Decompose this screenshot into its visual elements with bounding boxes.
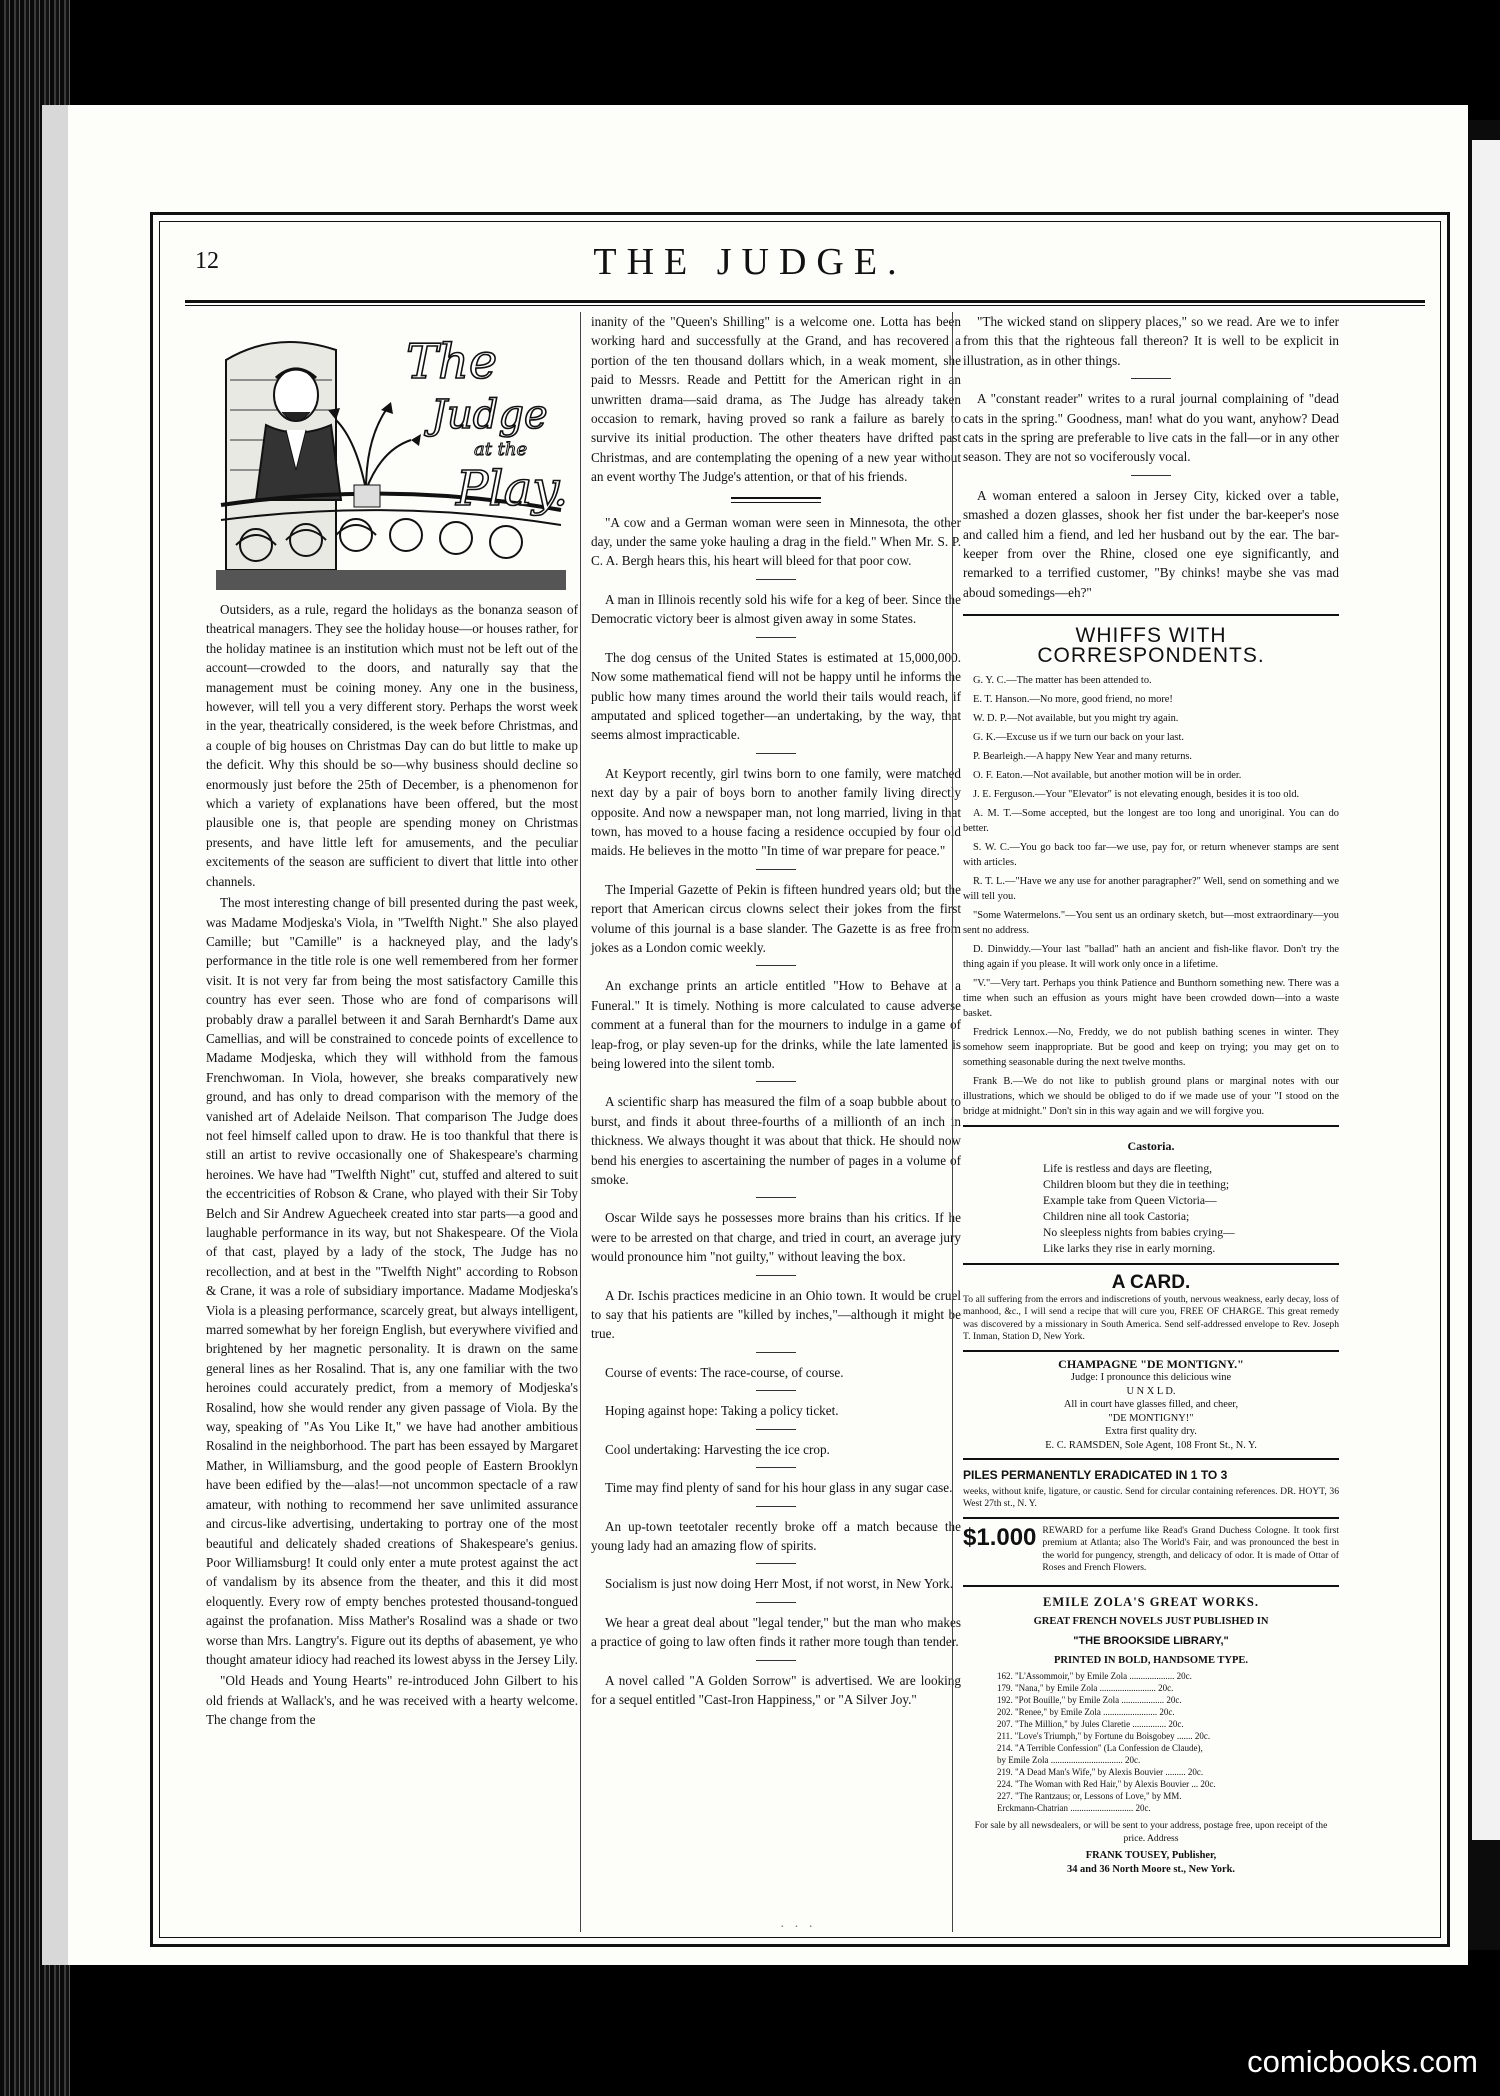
col2-para: An exchange prints an article entitled "How to Behave at a Funeral." It is timely. Nothing is more calculated to cause adverse comment at a funeral than for the mourners to indulge in a game of leap-frog, or play seven-up for the drinks, while the late lamented is being lowered into the silent tomb. xyxy=(591,978,961,1071)
zola-book-list xyxy=(963,1670,1339,1814)
site-watermark: comicbooks.com xyxy=(1247,2044,1478,2079)
zola-ad-title: EMILE ZOLA'S GREAT WORKS. xyxy=(1042,1594,1260,1609)
zola-book-item: 192. "Pot Bouille," by Emile Zola ................... 20c. xyxy=(997,1695,1182,1706)
col2-para: A scientific sharp has measured the film of a soap bubble about to burst, and finds it about three-fourths of a millionth of an inch in thickness. We always thought it was about that thick. He should now bend his energies to ascertaining the number of pages in a volume of smoke. xyxy=(591,1094,961,1188)
col2-para: Cool undertaking: Harvesting the ice crop. xyxy=(605,1441,830,1457)
whiff-item: O. F. Eaton.—Not available, but another motion will be in order. xyxy=(973,770,1242,782)
castoria-poem xyxy=(963,1161,1339,1257)
col1-para: The most interesting change of bill presented during the past week, was Madame Modjeska's Viola, in "Twelfth Night." She also played Camille; but "Camille" is a hackneyed play, and the lady's performance in the title role is one well remembered from her former visit. It is not very far from being the most satisfactory Camille this country has ever seen. Those who are fond of comparisons will probably draw a parallel between it and Sarah Bernhardt's Dame aux Camellias, and will be constrained to concede points of excellence to Madame Modjeska, which they will withhold from the famous Frenchwoman. In Viola, however, she breaks comparatively new ground, and has only to dread comparison with the memory of the vanished art of Adelaide Neilson. That comparison The Judge does not feel himself called upon to draw. He is too thankful that there is still an artist to revive occasionally one of Shakespeare's charming heroines. We have had "Twelfth Night" cut, stuffed and altered to suit the eccentricities of Robson & Crane, who played with their Sir Toby Belch and Sir Andrew Aguecheek created into star parts—a good and laughable performance in its way, but not Shakespeare. Of the Viola of that cast, played by a lady of the stock, The Judge has no recollection, and at best in the "Twelfth Night" according to Robson & Crane, it was a role of subsidiary importance. Madame Modjeska's Viola is a pleasing performance, scarcely great, but always intelligent, marred somewhat by her foreign English, but everywhere vivified and brightened by her magnetic personality. It is drawn on the same general lines as her Rosalind. That is, any one familiar with the two heroines could accurately predict, from a memory of Modjeska's Rosalind, how she would render any given passage of Viola. By the way, speaking of "As You Like It," we have had another ambitious Rosalind in the neighborhood. The part has been essayed by Margaret Mather, in Williamsburg, and the good people of Eastern Brooklyn have been edified by the—alas!—not uncommon spectacle of a raw amateur, with nothing to recommend her save unlimited assurance and circus-like advertising, undertaking to portray one of the most beautiful and delicately shaded creations of Shakespeare's genius. Poor Williamsburg! It could only enter a mute protest against the act of vandalism by its absence from the theater, and this it did most eloquently. Every row of empty benches protested thousand-tongued against the profanation. Miss Mather's Rosalind was a shade or two worse than Mrs. Langtry's. Figure out its depths of abasement, ye who thought amateur idiocy had reached its lowest abyss in the Jersey Lily. xyxy=(206,895,578,1667)
zola-book-item: 211. "Love's Triumph," by Fortune du Boisgobey ....... 20c. xyxy=(997,1731,1211,1742)
champagne-line: U N X L D. xyxy=(1126,1385,1176,1397)
champagne-ad xyxy=(963,1358,1339,1453)
col2-para: inanity of the "Queen's Shilling" is a welcome one. Lotta has been working hard and successfully at the Grand, and has recovered a portion of the ten thousand dollars which, in a weak moment, she paid to Messrs. Reade and Pettitt for the American right in an unwritten drama—said drama, as The Judge has already taken occasion to remark, having proved so rank a failure as barely to survive its initial production. The other theaters have drifted past Christmas, and are contemplating the opening of a new year without an event worthy The Judge's attention, or that of his friends. xyxy=(591,314,961,485)
col2-para: Time may find plenty of sand for his hour glass in any sugar case. xyxy=(605,1480,953,1496)
whiff-item: "Some Watermelons."—You sent us an ordinary sketch, but—most extraordinary—you sent no address. xyxy=(963,910,1339,937)
zola-book-item: 224. "The Woman with Red Hair," by Alexis Bouvier ... 20c. xyxy=(997,1779,1216,1790)
zola-book-item: by Emile Zola ................................ 20c. xyxy=(997,1755,1141,1766)
column-2 xyxy=(580,312,961,1932)
zola-ad-address: 34 and 36 North Moore st., New York. xyxy=(1067,1863,1235,1875)
svg-text:The: The xyxy=(406,334,498,390)
whiff-item: "V."—Very tart. Perhaps you think Patience and Bunthorn something new. There was a time when such an effusion as yours might have been crowded down—into a waste basket. xyxy=(963,978,1339,1020)
whiff-item: Fredrick Lennox.—No, Freddy, we do not publish bathing scenes in winter. They somehow seem inappropriate. But be good and keep on trying; you may get on to something seasonable during the next twelve months. xyxy=(963,1027,1339,1069)
masthead-rule-thin xyxy=(185,305,1425,306)
masthead: THE JUDGE. xyxy=(593,241,907,283)
zola-ad xyxy=(963,1593,1339,1671)
whiff-item: S. W. C.—You go back too far—we use, pay for, or return whenever stamps are sent with articles. xyxy=(963,842,1339,869)
col1-para: Outsiders, as a rule, regard the holidays as the bonanza season of theatrical managers. They see the holiday house—or houses rather, for the holiday matinee is an institution which must not be left out of the account—crowded to the doors, and naturally say that the management must be coining money. Any one in the business, however, will tell you a very different story. Perhaps the worst week in the year, theatrically considered, is the week before Christmas, and a couple of big houses on Christmas Day can do but little to make up the deficit. Why this should be so—why business should decline so enormously just before the 25th of December, is a phenomenon for which a variety of explanations have been offered, but the most plausible one is, that people are spending money on Christmas presents, and have little left for amusements, and the peculiar excitements of the season are sufficient to divert that little into other channels. xyxy=(206,602,578,889)
col2-para: The dog census of the United States is estimated at 15,000,000. Now some mathematical fiend will not be happy until he informs the public how many times around the world their tails would reach, if amputated and spliced together—an undertaking, by the way, that seems almost impracticable. xyxy=(591,649,961,743)
masthead-rule xyxy=(185,300,1425,303)
castoria-title: Castoria. xyxy=(1127,1139,1175,1154)
col2-para: Socialism is just now doing Herr Most, if not worst, in New York. xyxy=(605,1576,954,1592)
zola-book-item: 227. "The Rantzaus; or, Lessons of Love," by MM. xyxy=(997,1791,1182,1802)
poem-line: Example take from Queen Victoria— xyxy=(1043,1193,1217,1207)
svg-text:at the: at the xyxy=(474,439,528,460)
col2-para: A man in Illinois recently sold his wife for a keg of beer. Since the Democratic victory beer is almost given away in some States. xyxy=(591,591,961,627)
zola-book-item: 214. "A Terrible Confession" (La Confession de Claude), xyxy=(997,1743,1203,1754)
zola-book-item: 202. "Renee," by Emile Zola ........................ 20c. xyxy=(997,1707,1175,1718)
col2-para: A Dr. Ischis practices medicine in an Ohio town. It would be cruel to say that his patients are "killed by inches,"—although it might be true. xyxy=(591,1287,961,1342)
zola-ad-type-note: PRINTED IN BOLD, HANDSOME TYPE. xyxy=(1053,1655,1249,1667)
poem-line: Like larks they rise in early morning. xyxy=(1043,1241,1216,1255)
col3-para: "The wicked stand on slippery places," so we read. Are we to infer from this that the righteous fall thereon? It is well to be explicit in illustration, as in other things. xyxy=(963,314,1339,368)
zola-book-item: 162. "L'Assommoir," by Emile Zola .................... 20c. xyxy=(997,1671,1192,1682)
whiff-item: G. Y. C.—The matter has been attended to. xyxy=(973,675,1152,687)
zola-book-item: 207. "The Million," by Jules Claretie ............... 20c. xyxy=(997,1719,1184,1730)
champagne-ad-title: CHAMPAGNE "DE MONTIGNY." xyxy=(1058,1356,1244,1371)
page-number: 12 xyxy=(195,248,219,274)
zola-ad-publisher: FRANK TOUSEY, Publisher, xyxy=(1085,1850,1217,1862)
judge-at-play-illustration xyxy=(216,320,566,590)
col3-para: A "constant reader" writes to a rural journal complaining of "dead cats in the spring." Goodness, man! what do you want, anyhow? Dead cats in the spring are preferable to live cats in the fall—or in any other season. They are not so vociferously vocal. xyxy=(963,391,1339,465)
reward-amount: $1.000 xyxy=(963,1523,1037,1551)
zola-book-item: 219. "A Dead Man's Wife," by Alexis Bouvier ......... 20c. xyxy=(997,1767,1204,1778)
whiff-item: W. D. P.—Not available, but you might try again. xyxy=(973,713,1179,725)
whiff-item: D. Dinwiddy.—Your last "ballad" hath an ancient and fish-like flavor. Don't try the thing again if you please. It will work only once in a lifetime. xyxy=(963,944,1339,971)
svg-text:Play.: Play. xyxy=(456,461,566,517)
col2-para: Course of events: The race-course, of course. xyxy=(605,1364,844,1380)
whiff-item: Frank B.—We do not like to publish ground plans or marginal notes with our illustrations, which we should be obliged to do if we made use of your "I stood on the bridge at midnight." Don't sin in this way again and we will forgive you. xyxy=(963,1076,1339,1118)
poem-line: Children nine all took Castoria; xyxy=(1043,1209,1190,1223)
next-page-sliver xyxy=(1472,140,1500,1840)
zola-ad-subtitle: GREAT FRENCH NOVELS JUST PUBLISHED IN xyxy=(1033,1616,1269,1628)
card-ad-title: A CARD. xyxy=(1111,1271,1191,1293)
column-1 xyxy=(206,312,578,1732)
col2-para: An up-town teetotaler recently broke off a match because the young lady had an amazing flow of spirits. xyxy=(591,1518,961,1553)
whiff-item: G. K.—Excuse us if we turn our back on your last. xyxy=(973,732,1184,744)
whiffs-heading: WHIFFS WITH CORRESPONDENTS. xyxy=(1037,624,1265,667)
poem-line: No sleepless nights from babies crying— xyxy=(1043,1225,1235,1239)
col2-para: "A cow and a German woman were seen in Minnesota, the other day, under the same yoke hauling a drag in the field." When Mr. S. P. C. A. Bergh hears this, his heart will bleed for that poor cow. xyxy=(591,514,961,569)
champagne-line: All in court have glasses filled, and cheer, xyxy=(1063,1399,1239,1411)
zola-book-item: 179. "Nana," by Emile Zola ......................... 20c. xyxy=(997,1683,1174,1694)
col1-para: "Old Heads and Young Hearts" re-introduced John Gilbert to his old friends at Wallack's, and he was received with a hearty welcome. The change from the xyxy=(206,1673,578,1728)
champagne-line: "DE MONTIGNY!" xyxy=(1108,1412,1194,1424)
col2-para: Hoping against hope: Taking a policy ticket. xyxy=(605,1403,839,1419)
svg-text:Judge: Judge xyxy=(431,392,548,438)
zola-ad-footer: For sale by all newsdealers, or will be sent to your address, postage free, upon receipt of the price. Address xyxy=(974,1820,1328,1844)
piles-ad-text: weeks, without knife, ligature, or caustic. Send for circular containing references. DR. HOYT, 36 West 27th st., N. Y. xyxy=(963,1485,1339,1510)
page-smudge: · · · xyxy=(780,1920,816,1935)
poem-line: Children bloom but they die in teething; xyxy=(1043,1177,1230,1191)
champagne-line: E. C. RAMSDEN, Sole Agent, 108 Front St., N. Y. xyxy=(1045,1439,1257,1451)
whiff-item: J. E. Ferguson.—Your "Elevator" is not elevating enough, besides it is too old. xyxy=(973,789,1300,801)
reward-ad xyxy=(963,1525,1339,1579)
piles-ad-title: PILES PERMANENTLY ERADICATED IN 1 TO 3 xyxy=(963,1468,1228,1483)
zola-ad-library: "THE BROOKSIDE LIBRARY," xyxy=(1073,1634,1229,1647)
column-3 xyxy=(952,312,1339,1932)
card-ad-text: To all suffering from the errors and indiscretions of youth, nervous weakness, early decay, loss of manhood, &c., I will send a recipe that will cure you, FREE OF CHARGE. This great remedy was discovered by a missionary in South America. Send self-addressed envelope to Rev. Joseph T. Inman, Station D, New York. xyxy=(963,1293,1339,1343)
champagne-line: Judge: I pronounce this delicious wine xyxy=(1070,1372,1232,1384)
col2-para: At Keyport recently, girl twins born to one family, were matched next day by a pair of boys born to another family living directly opposite. And now a newspaper man, not long married, living in that town, has moved to a house facing a residence occupied by four old maids. He believes in the motto "In time of war prepare for peace." xyxy=(591,765,961,859)
whiff-item: E. T. Hanson.—No more, good friend, no more! xyxy=(973,694,1173,706)
col2-para: We hear a great deal about "legal tender," but the man who makes a practice of going to law often finds it rather more tough than tender. xyxy=(591,1614,961,1650)
champagne-line: Extra first quality dry. xyxy=(1105,1426,1197,1438)
reward-ad-text: REWARD for a perfume like Read's Grand Duchess Cologne. It took first premium at Atlanta; also The World's Fair, and was pronounced the best in the world for pungency, strength, and delicacy of odor. It is made of Ottar of Roses and French Flowers. xyxy=(1042,1524,1339,1574)
whiff-item: P. Bearleigh.—A happy New Year and many returns. xyxy=(973,751,1193,763)
whiff-item: R. T. L.—"Have we any use for another paragrapher?" Well, send on something and we will tell you. xyxy=(963,876,1339,903)
piles-ad xyxy=(963,1466,1339,1510)
col3-para: A woman entered a saloon in Jersey City, kicked over a table, smashed a dozen glasses, shook her fist under the bar-keeper's nose and called him a fiend, and led her husband out by the ear. The bar-keeper from over the Rhine, closed one eye significantly, and remarked to a terrified customer, "By chinks! maybe she vas mad aboud somedings—eh?" xyxy=(963,487,1339,600)
poem-line: Life is restless and days are fleeting, xyxy=(1043,1161,1213,1175)
zola-book-item: Erckmann-Chatrian ............................ 20c. xyxy=(997,1803,1151,1814)
whiff-item: A. M. T.—Some accepted, but the longest are too long and unoriginal. You can do better. xyxy=(963,808,1339,835)
col2-para: Oscar Wilde says he possesses more brains than his critics. If he were to be arrested on that charge, and tried in court, an average jury would pronounce him "not guilty," without leaving the box. xyxy=(591,1210,961,1265)
col2-para: The Imperial Gazette of Pekin is fifteen hundred years old; but the report that American circus clowns select their jokes from the first volume of this journal is a base slander. The Gazette is as free from jokes as a London comic weekly. xyxy=(591,881,961,955)
col2-para: A novel called "A Golden Sorrow" is advertised. We are looking for a sequel entitled "Cast-Iron Happiness," or "A Silver Joy." xyxy=(591,1672,961,1707)
